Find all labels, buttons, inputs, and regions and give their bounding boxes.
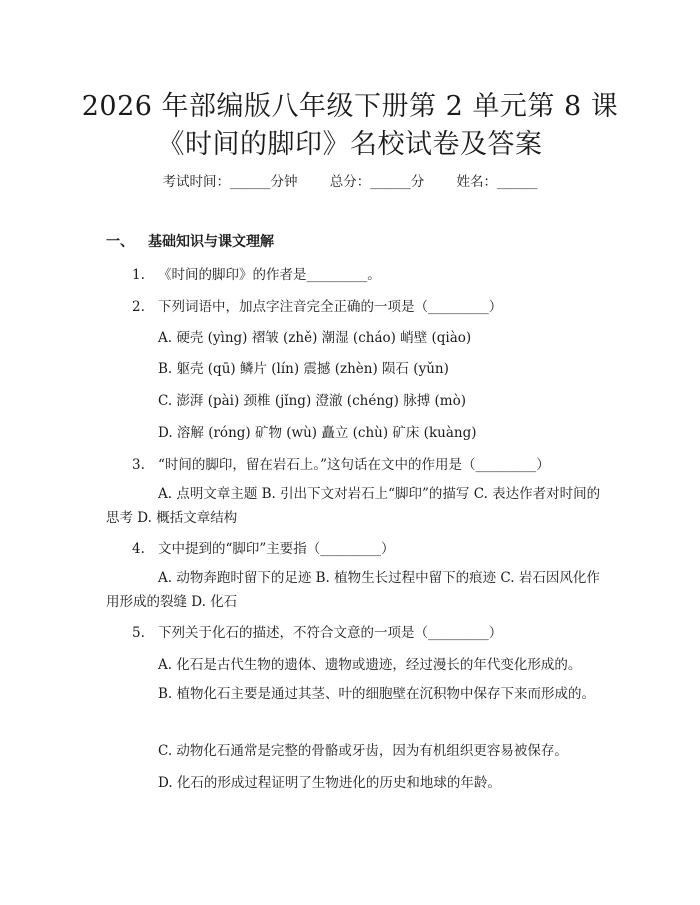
section-number: 一、 (106, 234, 134, 250)
q5-option-d: D. 化石的形成过程证明了生物进化的历史和地球的年龄。 (158, 775, 501, 791)
question-text: “时间的脚印，留在岩石上。”这句话在文中的作用是（_________） (158, 457, 550, 473)
question-1 (132, 263, 381, 283)
exam-score: 总分：______分 (329, 174, 425, 190)
q3-options: A. 点明文章主题 B. 引出下文对岩石上“脚印”的描写 C. 表达作者对时间的思考 D. 概括文章结构 (106, 486, 601, 526)
q5-option-b: B. 植物化石主要是通过其茎、叶的细胞壁在沉积物中保存下来而形成的。 (158, 686, 596, 702)
question-number: 4. (132, 541, 145, 557)
q4-options: A. 动物奔跑时留下的足迹 B. 植物生长过程中留下的痕迹 C. 岩石因风化作用形成的裂缝 D. 化石 (106, 570, 600, 610)
question-number: 3. (132, 457, 145, 473)
question-number: 2. (132, 299, 145, 315)
question-number: 5. (132, 625, 145, 641)
q5-option-a: A. 化石是古代生物的遗体、遗物或遗迹，经过漫长的年代变化形成的。 (158, 657, 582, 673)
exam-name: 姓名：______ (456, 174, 538, 190)
question-text: 文中提到的“脚印”主要指（_________） (158, 541, 395, 557)
section-heading (106, 231, 274, 251)
q2-option-d: D. 溶解 (róng) 矿物 (wù) 矗立 (chù) 矿床 (kuàng) (158, 425, 477, 441)
exam-meta (0, 170, 700, 190)
q5-option-c: C. 动物化石通常是完整的骨骼或牙齿，因为有机组织更容易被保存。 (158, 743, 568, 759)
q2-option-b: B. 躯壳 (qū) 鳞片 (lín) 震撼 (zhèn) 陨石 (yǔn) (158, 361, 449, 377)
question-text: 《时间的脚印》的作者是_________。 (158, 267, 381, 283)
question-3 (132, 453, 550, 473)
exam-title-line1: 2026 年部编版八年级下册第 2 单元第 8 课 (81, 91, 619, 122)
question-number: 1. (132, 267, 145, 283)
exam-title-line2: 《时间的脚印》名校试卷及答案 (157, 129, 543, 160)
question-2 (132, 295, 502, 315)
q2-option-c: C. 澎湃 (pài) 颈椎 (jǐng) 澄澈 (chéng) 脉搏 (mò) (158, 393, 466, 409)
q2-option-a: A. 硬壳 (yìng) 褶皱 (zhě) 潮湿 (cháo) 峭壁 (qiào) (158, 330, 472, 346)
exam-time: 考试时间：______分钟 (162, 174, 298, 190)
question-5 (132, 621, 502, 641)
section-title: 基础知识与课文理解 (148, 234, 274, 250)
question-text: 下列关于化石的描述，不符合文意的一项是（_________） (158, 625, 503, 641)
question-text: 下列词语中，加点字注音完全正确的一项是（_________） (158, 299, 503, 315)
question-4 (132, 537, 395, 557)
